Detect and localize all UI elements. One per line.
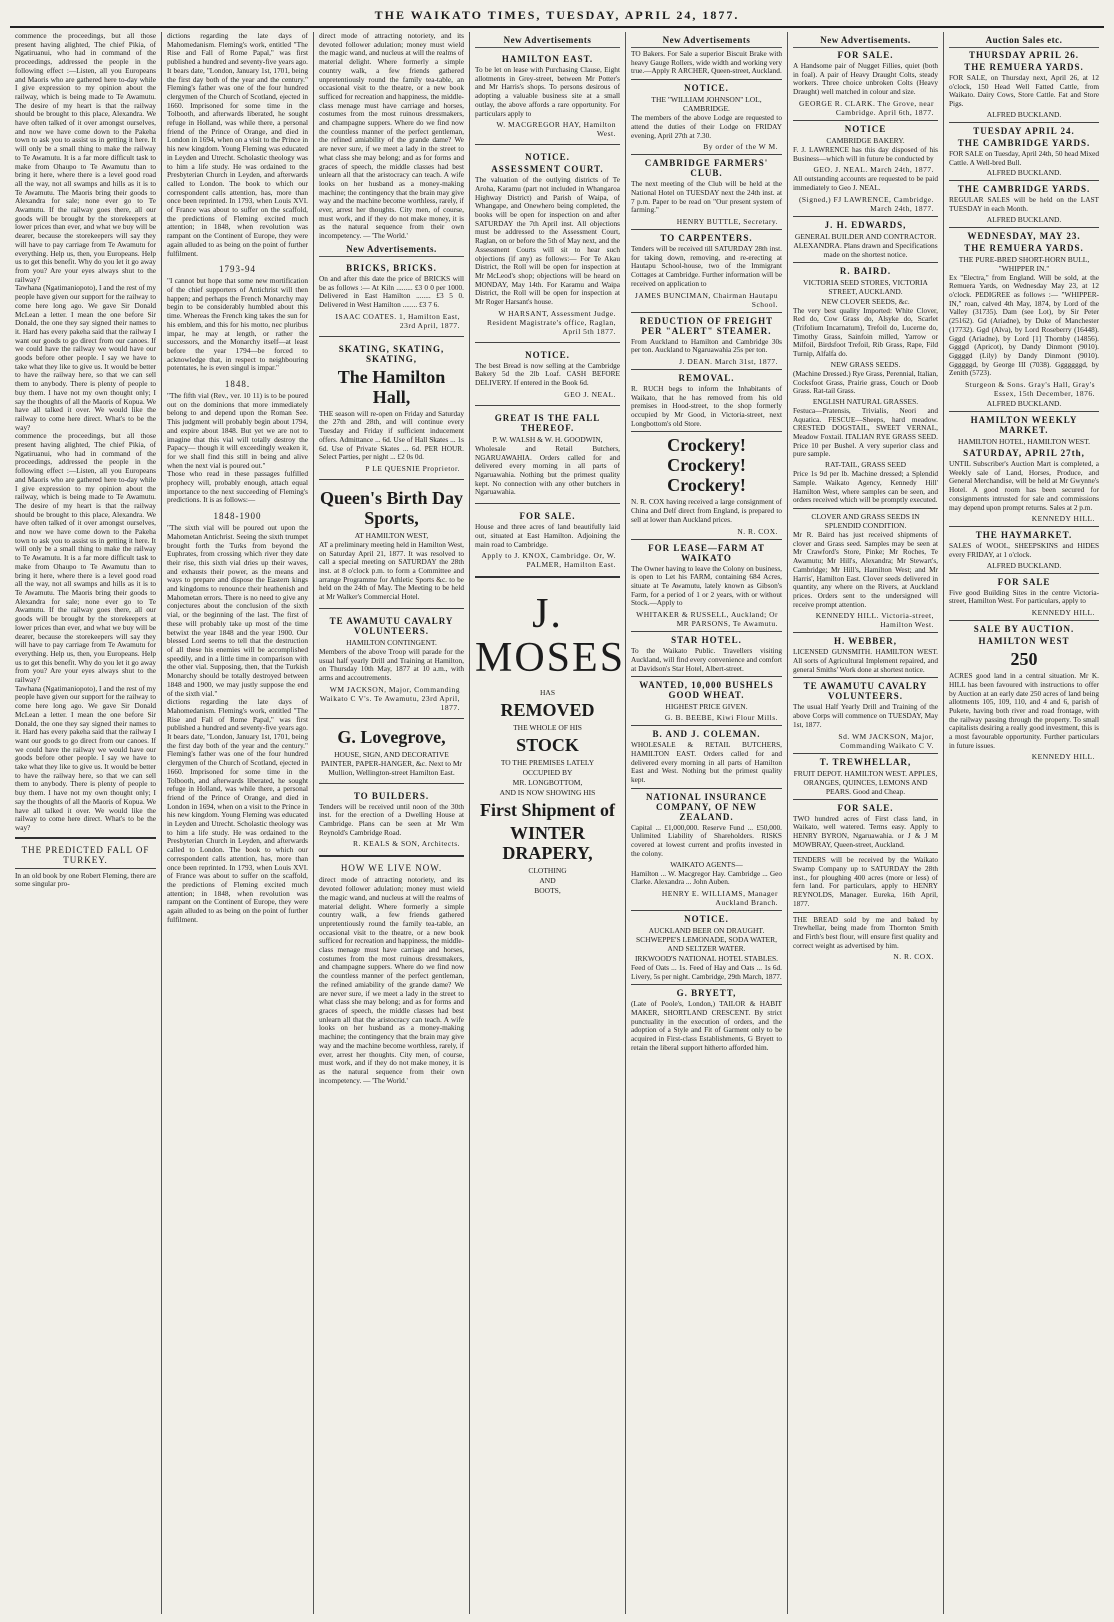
ad-text: House and three acres of land beautifully laid out, situated at East Hamilton. Adjoining the main road to Cambridge. [475, 522, 620, 549]
masthead: THE WAIKATO TIMES, TUESDAY, APRIL 24, 1877. [10, 4, 1104, 28]
article-text: Those who read in these passages fulfilled prophecy will, probably enough, attach equal importance to the next succeeding of Fleming's predictions. It is as follows:— [167, 469, 308, 505]
article-text: Tawhana (Ngatimaniopoto), I and the rest of my people have given our support for the railway to come here long ago. We gave Sir Donald McLean a letter. I mean the one before Sir Donald, the one they say signed their names to it. Hard has every pakeha said that the railway I want our goods to go direct from our canoes. If we could have the railway we would have our goods before other people. I say we have to take what they like to give us. It would be better to have the railway here, so that we can sell them to anybody. There is plenty of people to buy them. I have not my own thought only; I say the thoughts of all the Maoris of Kopua. We have all talked it over. We would like the railway to come here direct. What's to be the way? [15, 283, 156, 432]
ad-title: NOTICE. [525, 152, 570, 163]
ad-subtitle: CLOVER AND GRASS SEEDS IN SPLENDID CONDITION. [811, 511, 920, 530]
ad-text: THE season will re-open on Friday and Saturday the 27th and 28th, and will continue every Tuesday and Friday if sufficient inducement offers. Admittance ... 6d. Use of Hall Skates ... 1s 6d. Use of Private Skates ... 6d. PER HOUR. Select Parties, per night ... £2 0s 0d. [319, 408, 464, 462]
ad-signature: ISAAC COATES. 1, Hamilton East, 23rd April, 1877. [335, 311, 460, 330]
ad-builders [319, 787, 464, 852]
ad-text: Mr R. Baird has just received shipments of clover and Grass seed. Samples may be seen at Mr Crawford's Store, Pinke; Mr Roches, Te Awamutu; Mr Hill's, Alexandra; Mr Stewart's, Cambridge; Mr Hill's, Hamilton West; and Mr Harris', Hamilton East. Clover seeds delivered in quantity, any where on the Rivers, at Auckland prices. Orders sent to the undersigned will receive prompt attention. [793, 529, 938, 609]
divider [631, 369, 782, 370]
ad-text: A Handsome pair of Nugget Fillies, quiet (both in foal). A pair of Heavy Draught Colts, steady workers. Three choice unbroken Colts (Heavy Draught) well matched in colour and size. [793, 61, 938, 97]
ad-text: GENERAL BUILDER AND CONTRACTOR. ALEXANDRA. Plans drawn and Specifications made on the shortest notice. [793, 231, 938, 259]
ad-signature: GEORGE R. CLARK. The Grove, near Cambridge. April 6th, 1877. [798, 98, 934, 117]
ad-text: SALES of WOOL, SHEEPSKINS and HIDES every FRIDAY, at 1 o'clock. [949, 541, 1099, 559]
ad-signature: ALFRED BUCKLAND. [986, 168, 1062, 178]
ad-date: TUESDAY APRIL 24. [973, 125, 1075, 136]
divider [631, 431, 782, 432]
ad-text: Hamilton ... W. Macgregor Hay. Cambridge ... Geo Clarke. Alexandra ... John Auben. [631, 868, 782, 887]
ad-signature: Sd. WM JACKSON, Major, Commanding Waikato C V. [838, 731, 934, 750]
ad-title: REMOVAL. [678, 372, 735, 383]
divider [475, 144, 620, 145]
ad-text: To be let on lease with Purchasing Clause, Eight allotments in Grey-street, between Mr Potter's and Mr Harris's shops. To persons desirous of adopting a valuable business site at a small outlay, the above affords a rare opportunity. For particulars apply to [475, 65, 620, 118]
divider [793, 753, 938, 754]
ad-signature: G. B. BEEBE, Kiwi Flour Mills. [664, 713, 778, 723]
ad-display-title: Queen's Birth Day Sports, [319, 487, 463, 528]
ad-text: Tenders will be received till SATURDAY 28th inst. for taking down, removing, and re-erecting at Hautapu School-house, two of the Immigrant Cottages at Cambridge. Further information will be received on application to [631, 244, 782, 288]
article-text: "The fifth vial (Rev., ver. 10 11) is to be poured out on the dominions that more immediately belong to and depend upon the Roman See. This judgment will probably begin about 1794, and expire about 1848. But yet we are not to imagine that this vial will totally destroy the Papacy— though it will exceedingly weaken it, for we shall find this still in being and alive when the next vial is poured out." [167, 391, 308, 470]
article-headline: HOW WE LIVE NOW. [340, 863, 443, 874]
article-text: In an old book by one Robert Fleming, there are some singular pro- [15, 870, 156, 889]
ad-title: HAMILTON WEEKLY MARKET. [970, 415, 1078, 436]
ad-signature: W. MACGREGOR HAY, Hamilton West. [496, 120, 616, 139]
year-heading: 1848. [224, 379, 251, 390]
ad-walsh [475, 409, 620, 500]
ad-text: N. R. COX having received a large consignment of China and Delf direct from England, is prepared to sell at lower than Auckland prices. [631, 497, 782, 524]
column-3 [314, 32, 470, 1614]
ad-signature: HENRY E. WILLIAMS, Manager Auckland Branch. [661, 888, 778, 907]
year-heading: 1848-1900 [213, 511, 262, 522]
ad-subtitle: HAMILTON HOTEL, HAMILTON WEST. [957, 437, 1090, 447]
ad-date: WEDNESDAY, MAY 23. [967, 230, 1081, 241]
ad-subtitle: RAT-TAIL, GRASS SEED [824, 460, 906, 470]
ad-title: FOR SALE. [837, 802, 894, 813]
ad-title: THE REMUERA YARDS. [964, 242, 1084, 253]
ad-title: R. BAIRD. [839, 265, 892, 276]
ad-signature: P LE QUESNIE Proprietor. [365, 463, 460, 473]
ad-signature: WM JACKSON, Major, Commanding Waikato C V's. Te Awamutu, 23rd April, 1877. [319, 684, 460, 712]
ad-signature: Apply to J. KNOX, Cambridge. Or, W. PALMER, Hamilton East. [481, 551, 616, 570]
ad-subtitle: CAMBRIDGE BAKERY. [826, 135, 905, 145]
column-1 [10, 32, 162, 1614]
divider [793, 216, 938, 217]
ad-title: THE CAMBRIDGE YARDS. [957, 184, 1091, 195]
section-heading: New Advertisements. [319, 244, 464, 257]
ad-display-title: The Hamilton Hall, [337, 366, 446, 407]
ad-title: H. WEBBER, [833, 636, 898, 647]
divider [15, 837, 156, 839]
ad-text: (Machine Dressed.) Rye Grass, Perennial, Italian, Cocksfoot Grass, Prairie grass, Couch or Doob Grass. Rat-tail Grass. [793, 368, 938, 396]
ad-text: TO Bakers. For Sale a superior Biscuit Brake with heavy Gauge Rollers, wide width and working very true.—Apply R ARCHER, Queen-street, Auckland. [631, 49, 782, 76]
section-heading: New Advertisements [631, 35, 782, 48]
column-7 [944, 32, 1104, 1614]
divider [475, 576, 620, 578]
ad-subtitle: ENGLISH NATURAL GRASSES. [812, 396, 919, 406]
ad-text: FOR SALE on Tuesday, April 24th, 50 head Mixed Cattle. A Well-bred Bull. [949, 148, 1099, 167]
ad-text: The very best quality Imported: White Clover, Red do, Cow Grass do, Alsyke do, Scarlet (Trifolium Incarnatum), Trefoil do, Lucerne do, Timothy Grass, Sainfoin milled, Yarrow or Milfoil, Birdsfoot Trefoil, Rib Grass, Rape, Fild Turnip, Alfalfa do. [793, 305, 938, 359]
ad-text: AT a preliminary meeting held in Hamilton West, on Saturday April 21, 1877. It was resolved to call a special meeting on SATURDAY the 28th inst. at 8 o'clock p.m. to form a Committee and arrange Programme for Athletic Sports &c. to be held on the 24th of May. The Meeting to be held at Mr Walker's Commercial Hotel. [319, 539, 464, 602]
ad-line: HAS [539, 688, 555, 698]
ad-title: ASSESSMENT COURT. [491, 164, 604, 175]
ad-signature: KENNEDY HILL. [1031, 752, 1095, 762]
ad-line: BOOTS, [534, 886, 561, 896]
divider [475, 405, 620, 406]
ad-text: Tenders will be received until noon of the 30th inst. for the erection of a Dwelling House at Cambridge. Plans can be seen at Mr Wm Reynold's Cambridge Road. [319, 801, 464, 837]
columns [10, 32, 1104, 1614]
ad-title: WANTED, 10,000 BUSHELS GOOD WHEAT. [639, 680, 774, 701]
ad-text: ACRES good land in a central situation. Mr K. HILL has been favoured with instructions to offer by Auction at an early date 250 acres of land being allotments 105, 109, 110, and 4 and 6, parish of Pukete, having both river and road frontage, with the railway passing through the property. To small capitalists desiring a really good investment, this is a most favourable opportunity. Further particulars in future issues. [949, 671, 1099, 750]
ad-title: SALE BY AUCTION. [973, 624, 1075, 635]
ad-display-title: 250 [1010, 649, 1038, 670]
ad-title: SKATING, SKATING, SKATING, [338, 343, 445, 364]
ad-signature: GEO J. NEAL. [564, 389, 616, 399]
divider [631, 725, 782, 726]
ad-display-title: REMOVED [500, 700, 595, 721]
ad-subtitle: WAIKATO AGENTS— [670, 859, 743, 869]
ad-subtitle: IRKWOOD'S NATIONAL HOTEL STABLES. [634, 953, 779, 963]
ad-cavalry [319, 612, 464, 715]
ad-signature: KENNEDY HILL. [1031, 608, 1095, 618]
ad-assessment [475, 148, 620, 339]
ad-line: OCCUPIED BY [522, 768, 573, 778]
ad-text: REGULAR SALES will be held on the LAST TUESDAY in each Month. [949, 195, 1099, 213]
ad-signature: By order of the W M. [703, 142, 778, 152]
ad-signature: KENNEDY HILL. [1031, 514, 1095, 524]
ad-line: MR. LONGBOTTOM, [512, 778, 583, 788]
ad-text: The best Bread is now selling at the Cambridge Bakery 5d the 2lb Loaf. CASH BEFORE DELIVERY. If entered in the Book 6d. [475, 360, 620, 388]
divider [793, 852, 938, 853]
divider [949, 122, 1099, 123]
divider [793, 120, 938, 121]
ad-bread-notice [475, 346, 620, 402]
ad-title: TE AWAMUTU CAVALRY VOLUNTEERS. [329, 615, 454, 636]
divider [949, 180, 1099, 181]
article-headline: THE PREDICTED FALL OF TURKEY. [21, 844, 150, 865]
ad-text: F. J. LAWRENCE has this day disposed of his Business—which will in future be conducted by [793, 144, 938, 163]
ad-subtitle: AT HAMILTON WEST, [354, 530, 429, 540]
divider [475, 503, 620, 504]
ad-title: TE AWAMUTU CAVALRY VOLUNTEERS. [803, 681, 928, 702]
ad-text: Ex "Electra," from England. Will be sold, at the Remuera Yards, on Wednesday May 23, at 12 o'clock. PEDIGREE as follows :— "WHIPPER-IN," roan, calved 4th May, 1874, by Lord of the Valley (31735). Dam (see Lot), by Sir Peter (25162). Gd (Ariadne), by Duke of Manchester (17732). Ggd (Alva), by Lord Roseberry (16448). Gggd (Ariadne), by Lord [1] Thornby (14856). Ggggd (Apricot), by Dandy Dinmont (9010). Gggggd (Lily) by Dandy Dinmont (9010). Ggggggd, by George III (7038). Gggggggd, by Zenith (5723). [949, 272, 1099, 378]
ad-text: Capital ... £1,000,000. Reserve Fund ... £50,000. Unlimited Liability of Shareholders. RISKS covered at lowest current and profits invested in the colony. [631, 822, 782, 858]
ad-forsale-house [475, 507, 620, 572]
ad-signature: WHITAKER & RUSSELL, Auckland; Or MR PARSONS, Te Awamutu. [636, 610, 778, 629]
divider [949, 526, 1099, 527]
article-text: Tawhana (Ngatimaniopoto), I and the rest of my people have given our support for the railway to come here long ago. We gave Sir Donald McLean a letter. I mean the one before Sir Donald, the one they say signed their names to it. Hard has every pakeha said that the railway I want our goods to go direct from our canoes. If we could have the railway we would have our goods before other people. I say we have to take what they like to give us. It would be better to have the railway here, so that we can sell them to anybody. There is plenty of people to buy them. I have not my own thought only; I say the thoughts of all the Maoris of Kopua. We have all talked it over. We would like the railway to come here direct. What's to be the way? [15, 683, 156, 832]
divider [319, 479, 464, 480]
article-text: commence the proceedings, but all those present having alighted, The chief Pikia, of Ngatiruanui, who had in command of the proceedings, addressed the people in the following effect :—Listen, all you Europeans and Maoris who are gathered here to-day while I give expression to my opinion about the railway, which is being made to Te Awamutu. The desire of my heart is that the railway should be brought to this place, Alexandra. We have often talked of it over amongst ourselves, and now we have come down to the Pakeha town to ask you to assist us in getting it here. It will only be a small thing to make the railway to Te Awamutu. It is a far more difficult task to make from Ohaupo to Te Awamutu than to bring it here, where there is a level good road all the way, not all swamps and hills as it is to Te Awamutu. The Maoris bring their goods to Alexandra for sale; none ever go to Te Awamutu. If the railway goes there, all our goods will be brought by the storekeepers at lower prices than ever, and what we buy will be dearer, because the storekeepers will say they will have to pay carriage from Te Awamutu for everything. Help us, then, you Europeans. Help us to get this benefit. Why do you let it go away from you? Are your eyes always shut to the railway? [15, 32, 156, 284]
ad-sports [319, 483, 464, 605]
ad-signature: Sturgeon & Sons. Gray's Hall, Gray's Essex, 15th December, 1876. [965, 380, 1095, 399]
ad-signature: KENNEDY HILL. Victoria-street, Hamilton West. [815, 611, 934, 630]
ad-display-title: G. Lovegrove, [337, 726, 446, 747]
ad-title: FOR SALE [997, 576, 1051, 587]
divider [319, 783, 464, 784]
ad-title: NOTICE. [684, 913, 729, 924]
ad-text: FRUIT DEPOT. HAMILTON WEST. APPLES, ORANGES, QUINCES, LEMONS AND PEARS. Good and Cheap. [793, 768, 938, 796]
ad-title: HAMILTON EAST. [501, 54, 594, 64]
divider [631, 788, 782, 789]
ad-line: THE WHOLE OF HIS [513, 723, 582, 733]
divider [949, 411, 1099, 412]
column-6 [788, 32, 944, 1614]
article-text: direct mode of attracting notoriety, and its devoted follower adulation; money must wield the magic wand, and nucleus at will the realms of material delight. Where formerly a simple country walk, a few friends gathered unpretentiously round the family tea-table, an occasional visit to the theatre, or a new book sufficed for recreation and happiness, the middle-class menage must have carriage and horses, costumes from the most ruinous dressmakers, and champagne suppers. Where do we find now the countless manner of the perfect gentleman, the refined amiability of the grande dame? We are never sure, if we meet a lady in the street to what class she may belong; and as for forms and graces of speech, the middle classes had best unlearn all that the aristocracy can teach. A wife looks on her husband as a money-making machine; the contingency that the brain may give way and the machine become worthless, rarely, if ever, arrest her thoughts. City men, of course, must work, and if they do not make money, it is as the natural sequence from their own incompetency. — 'The World.' [319, 875, 464, 1085]
divider [319, 718, 464, 719]
ad-text: AUCKLAND BEER ON DRAUGHT. SCHWEPPE'S LEMONADE, SODA WATER, AND SELTZER WATER. [635, 925, 778, 953]
divider [631, 631, 782, 632]
column-2 [162, 32, 314, 1614]
ad-signature: (Signed,) FJ LAWRENCE, Cambridge. March 24th, 1877. [798, 194, 934, 213]
divider [15, 868, 156, 869]
section-heading: Auction Sales etc. [949, 35, 1099, 48]
column-4 [470, 32, 626, 1614]
ad-title: THE REMUERA YARDS. [964, 62, 1084, 72]
ad-display-title: STOCK [516, 735, 579, 756]
ad-skating [319, 340, 464, 476]
ad-signature: N. R. COX. [893, 952, 934, 962]
ad-text: Festuca—Pratensis, Trivialis, Neori and Aquatica. FESCUE—Sheeps, hard meadow. CRESTED DOGSTAIL, SWEET VERNAL, Meadow Foxtail. ITALIAN RYE GRASS SEED. Price 10 per Bushel. A very superior class and pure sample. [793, 405, 938, 459]
ad-text: To the Waikato Public. Travellers visiting Auckland, will find every convenience and comfort at Davidson's Star Hotel, Albert-street. [631, 646, 782, 673]
ad-title: FOR SALE. [837, 50, 894, 60]
ad-title: NOTICE. [525, 349, 570, 360]
article-text: "The sixth vial will be poured out upon the Mahometan Antichrist. Seeing the sixth trumpet brought forth the Turks from beyond the Euphrates, from crossing which river they date their rise, this sixth vial dries up their waves, and exhausts their power, as the means and ways to prepare and dispose the Eastern kings and kingdoms to renounce their heathenish and Mahometan errors. There is no need to give any conjectures about the conclusion of the sixth vial, or the beginning of the last. The first of these will probably take up most of the time betwixt the year 1848 and the year 1900. Our blessed Lord seems to tell that the destruction of all these his enemies will be accomplished speedily, and in a little time in comparison with the other vial. Supposing, then, that the Turkish Monarchy should be totally destroyed between 1848 and 1900, we may justly suppose the end of the sixth vial." [167, 523, 308, 698]
divider [793, 262, 938, 263]
article-text: dictions regarding the late days of Mahomedanism. Fleming's work, entitled "The Rise and Fall of Rome Papal," was first published a hundred and seventy-five years ago. It bears date, "London, January 1st, 1701, being the first day both of the year and the century." Fleming's father was one of the four hundred clergymen of the Church of Scotland, ejected in 1660. Imprisoned for some time in the Tolbooth, and afterwards liberated, he sought refuge in Holland, was while there, a personal friend of the Prince of Orange, and died in London in 1694, when on a visit to the Prince in his new kingdom. Young Fleming was educated in Leyden and Utrecht. Scholastic theology was to him a life study. He was ordained to the Presbyterian Church in Leyden, and afterwards called to London. The book to which our correspondent calls attention, has, more than once been reprinted. In 1793, when Louis XVI. of France was about to suffer on the scaffold, the predictions of Fleming excited much attention; in 1848, when revolution was rampant on the Continent of Europe, they were again alluded to as being on the point of further fulfilment. [167, 697, 308, 924]
ad-title: J. H. EDWARDS, [824, 219, 907, 230]
ad-signature: GEO. J. NEAL. March 24th, 1877. [813, 165, 934, 175]
ad-text: Feed of Oats ... 1s. Feed of Hay and Oats ... 1s 6d. Livery, 5s per night. Cambridge, 29th March, 1877. [631, 962, 782, 981]
ad-signature: ALFRED BUCKLAND. [986, 214, 1062, 224]
divider [793, 912, 938, 913]
ad-signature: N. R. COX. [737, 526, 778, 536]
article-text: dictions regarding the late days of Mahomedanism. Fleming's work, entitled "The Rise and Fall of Rome Papal," was first published a hundred and seventy-five years ago. It bears date, "London, January 1st, 1701, being the first day both of the year and the century." Fleming's father was one of the four hundred clergymen of the Church of Scotland, ejected in 1660. Imprisoned for some time in the Tolbooth, and afterwards liberated, he sought refuge in Holland, was while there, a personal friend of the Prince of Orange, and died in London in 1694, when on a visit to the Prince in his new kingdom. Young Fleming was educated in Leyden and Utrecht. Scholastic theology was to him a life study. He was ordained to the Presbyterian Church in Leyden, and afterwards called to London. The book to which our correspondent calls attention, has, more than once been reprinted. In 1793, when Louis XVI. of France was about to suffer on the scaffold, the predictions of Fleming excited much attention; in 1848, when revolution was rampant on the Continent of Europe, they were again alluded to as being on the point of further fulfilment. [167, 32, 308, 258]
ad-text: Members of the above Troop will parade for the usual half yearly Drill and Training at Hamilton, on Thursday 10th May, 1877 at 10 a.m., with arms and accoutrements. [319, 646, 464, 682]
ad-display-title: J. MOSES [475, 591, 626, 682]
divider [319, 855, 464, 857]
ad-display-title: First Shipment of [480, 800, 615, 821]
ad-bricks [319, 259, 464, 333]
ad-subtitle: NEW GRASS SEEDS. [830, 359, 901, 369]
divider [475, 342, 620, 343]
ad-line: AND [539, 876, 556, 886]
ad-title: T. TREWHELLAR, [819, 756, 912, 767]
ad-j-moses [475, 582, 626, 898]
ad-signature: J. DEAN. March 31st, 1877. [679, 356, 778, 366]
ad-title: GREAT IS THE FALL THEREOF. [494, 412, 601, 433]
ad-text: The next meeting of the Club will be held at the National Hotel on TUESDAY next the 24th inst. at 7 p.m. Paper to be read on "Our present system of farming." [631, 179, 782, 215]
ad-line: CLOTHING [528, 866, 567, 876]
ad-title: THE HAYMARKET. [975, 530, 1073, 541]
ad-text: The valuation of the outlying districts of Te Aroha, Karamu (part not included in Whangaroa Highway District) and Parish of Waipa, of Whangape, and Onewhero being completed, the books will be open for inspection on and after SATURDAY the 7th April inst. All objections must be addressed to the Assessment Court, Raglan, on or before the 5th of May next, and the Assessment Courts will sit to hear such objections (if any) as follows:— For Te Akau District, the Roll will be open for inspection at Mr McLeod's shop; objections will be heard on MONDAY, May 14th. For Karamu and Waipa District, the Roll will be open for inspection at Mr Roger Harsant's house. [475, 175, 620, 307]
ad-text: HOUSE, SIGN, AND DECORATIVE PAINTER, PAPER-HANGER, &c. Next to Mr Mullion, Wellington-street Hamilton East. [320, 749, 463, 777]
article-text: commence the proceedings, but all those present having alighted, The chief Pikia, of Ngatiruanui, who had in command of the proceedings, addressed the people in the following effect :—Listen, all you Europeans and Maoris who are gathered here to-day while I give expression to my opinion about the railway, which is being made to Te Awamutu. The desire of my heart is that the railway should be brought to this place, Alexandra. We have often talked of it over amongst ourselves, and now we have come down to the Pakeha town to ask you to assist us in getting it here. It will only be a small thing to make the railway to Te Awamutu. It is a far more difficult task to make from Ohaupo to Te Awamutu than to bring it here, where there is a level good road all the way, not all swamps and hills as it is to Te Awamutu. The Maoris bring their goods to Alexandra for sale; none ever go to Te Awamutu. If the railway goes there, all our goods will be brought by the storekeepers at lower prices than ever, and what we buy will be dearer, because the storekeepers will say they will have to pay carriage from Te Awamutu for everything. Help us, then, you Europeans. Help us to get this benefit. Why do you let it go away from you? Are your eyes always shut to the railway? [15, 431, 156, 685]
ad-text: Price 1s 9d per lb. Machine dressed; a Splendid Sample. Waikato Agency, Kennedy Hill' Hamilton West, where samples can be seen, and orders received which will be promptly executed. [793, 469, 938, 505]
ad-subtitle: HIGHEST PRICE GIVEN. [665, 702, 748, 712]
divider [949, 573, 1099, 574]
section-heading: New Advertisements [475, 35, 620, 48]
ad-date: SATURDAY, APRIL 27th, [963, 448, 1085, 459]
divider [949, 620, 1099, 621]
ad-text: WHOLESALE & RETAIL BUTCHERS, HAMILTON EAST. Orders called for and delivered every morning in all parts of Hamilton East and West. Nothing but the primest quality kept. [631, 740, 782, 785]
ad-title: THE CAMBRIDGE YARDS. [957, 137, 1091, 148]
ad-subtitle: HAMILTON CONTINGENT. [346, 637, 437, 647]
ad-signature: R. KEALS & SON, Architects. [352, 839, 460, 849]
column-5 [626, 32, 788, 1614]
ad-text: On and after this date the price of BRICKS will be as follows :— At Kiln ......... £3 0 0 per 1000. Delivered in East Hamilton ........ £3 5 0. Delivered in West Hamilton ........ £3 7 6. [319, 273, 464, 309]
ad-title: NOTICE [844, 123, 887, 134]
ad-title: B. AND J. COLEMAN. [652, 729, 761, 740]
divider [319, 608, 464, 609]
ad-text: The usual Half Yearly Drill and Training of the above Corps will commence on TUESDAY, May 1st, 1877. [793, 702, 938, 729]
section-heading: New Advertisements. [793, 35, 938, 48]
divider [949, 227, 1099, 228]
ad-signature: W HARSANT, Assessment Judge. Resident Magistrate's office, Raglan, April 5th 1877. [486, 308, 616, 336]
divider [793, 632, 938, 633]
ad-title: FOR SALE. [519, 511, 576, 522]
ad-text: UNTIL Subscriber's Auction Mart is completed, a Weekly sale of Land, Horses, Produce, and General Merchandise, will be held at Mr Gwynne's Hotel. A good room has been secured for consignments intrusted for sale and commissions may depend upon prompt returns. Sales at 2 p.m. [949, 459, 1099, 512]
ad-title: HAMILTON WEST [978, 636, 1070, 647]
divider [631, 154, 782, 155]
ad-text: (Late of Poole's, London,) TAILOR & HABIT MAKER, SHORTLAND CRESCENT. By strict punctuality in the execution of orders, and the adoption of a Style and Fit of Garment only to be acquired in First-class Establishments, G Bryett to retain the liberal support hitherto afforded him. [631, 999, 782, 1052]
divider [793, 508, 938, 509]
ad-title: BRICKS, BRICKS. [346, 262, 437, 273]
ad-title: REDUCTION OF FREIGHT PER "ALERT" STEAMER. [639, 315, 774, 336]
ad-signature: ALFRED BUCKLAND. [986, 560, 1062, 570]
ad-title: STAR HOTEL. [671, 635, 742, 646]
ad-text: Five good Building Sites in the centre Victoria-street, Hamilton West. For particulars, apply to [949, 587, 1099, 606]
ad-title: FOR LEASE—FARM AT WAIKATO [648, 542, 765, 563]
divider [631, 79, 782, 80]
ad-title: NATIONAL INSURANCE COMPANY, OF NEW ZEALAND. [645, 791, 768, 822]
article-text: direct mode of attracting notoriety, and its devoted follower adulation; money must wield the magic wand, and nucleus at will the realms of material delight. Where formerly a simple country walk, a few friends gathered unpretentiously round the family tea-table, an occasional visit to the theatre, or a new book sufficed for recreation and happiness, the middle-class menage must have carriage and horses, costumes from the most ruinous dressmakers, and champagne suppers. Where do we find now the countless manner of the perfect gentleman, the refined amiability of the grande dame? We are never sure, if we meet a lady in the street to what class she may belong; and as for forms and graces of speech, the middle classes had best unlearn all that the aristocracy can teach. A wife looks on her husband as a money-making machine; the contingency that the brain may give way and the machine become worthless, rarely, if ever, arrest her thoughts. City men, of course, must work, and if they do not make money, it is as the natural sequence from their own incompetency. — 'The World.' [319, 32, 464, 241]
ad-subtitle: NEW CLOVER SEEDS, &c. [821, 296, 910, 306]
ad-display-title: WINTER DRAPERY, [502, 823, 593, 864]
ad-subtitle: THE "WILLIAM JOHNSON" LOL, CAMBRIDGE. [651, 95, 762, 114]
ad-subtitle: P. W. WALSH & W. H. GOODWIN, [492, 434, 603, 444]
divider [793, 799, 938, 800]
divider [631, 539, 782, 540]
divider [319, 336, 464, 337]
ad-title: TO BUILDERS. [353, 790, 430, 801]
ad-line: AND IS NOW SHOWING HIS [499, 788, 596, 798]
ad-display-title: Crockery! Crockery! Crockery! [667, 435, 746, 496]
ad-signature: HENRY BUTTLE, Secretary. [676, 217, 778, 227]
ad-title: G. BRYETT, [676, 988, 737, 999]
ad-title: CAMBRIDGE FARMERS' CLUB. [644, 158, 769, 179]
ad-signature: JAMES BUNCIMAN, Chairman Hautapu School. [634, 290, 778, 309]
ad-text: FOR SALE, on Thursday next, April 26, at 12 o'clock, 150 Head Well Fatted Cattle, from Waikato. Dairy Cows, Store Cattle. Fat and Store Pigs. [949, 73, 1099, 109]
ad-text: TWO hundred acres of First class land, in Waikato, well watered. Terms easy. Apply to HENRY BYRON, Ngaruawahia. or J & J M MOWBRAY, Queen-street, Auckland. [793, 813, 938, 849]
divider [631, 984, 782, 985]
ad-lovegrove [319, 722, 464, 780]
ad-title: TO CARPENTERS. [660, 233, 753, 244]
divider [631, 910, 782, 911]
ad-text: THE BREAD sold by me and baked by Trewhellar, being made from Thornton Smith and Firth's best flour, will ensure first quality and correct weight as advertised by him. [793, 914, 938, 950]
article-text: "I cannot but hope that some new mortification of the chief supporters of Antichrist will then happen; and perhaps the French Monarchy may begin to be considerably humbled about this time. Whereas the French king takes the sun for his emblem, and this for his motto, nec pluribus impar, he may at length, or rather the successors, and the Monarchy itself—at least before the year 1794—be forced to acknowledge that, in respect to neighbouring potentates, he is even singul is impar." [167, 276, 308, 373]
ad-subtitle: THE PURE-BRED SHORT-HORN BULL, "WHIPPER IN." [958, 254, 1090, 273]
ad-text: All outstanding accounts are requested to be paid immediately to Geo J. NEAL. [793, 174, 938, 192]
ad-text: Wholesale and Retail Butchers, NGARUAWAHIA. Orders called for and delivered every morning in all parts of Ngaruawahia. Nothing but the primest quality kept. No connection with any other butchers in Ngaruawahia. [475, 443, 620, 497]
ad-signature: ALFRED BUCKLAND. [986, 109, 1062, 119]
ad-text: The Owner having to leave the Colony on business, is open to Let his FARM, containing 684 Acres, situate at Te Awamutu, lately known as Gibson's Farm, for a period of 1 or 2 years, with or without Stock.—Apply to [631, 563, 782, 608]
divider [793, 677, 938, 678]
year-heading: 1793-94 [219, 264, 256, 275]
ad-text: R. RUCH begs to inform the Inhabitants of Waikato, that he has removed from his old premises in Hood-street, to the shop formerly occupied by Mr Good, in Victoria-street, next Longbottom's old Store. [631, 383, 782, 428]
ad-text: The members of the above Lodge are requested to attend the duties of their Lodge on FRIDAY evening, April 27th at 7.30. [631, 113, 782, 140]
divider [631, 312, 782, 313]
ad-text: TENDERS will be received by the Waikato Swamp Company up to SATURDAY the 28th inst., for ploughing 400 acres (more or less) of fern land. For particulars, apply to HENRY REYNOLDS, Manager. Eureka, 16th April, 1877. [793, 855, 938, 908]
ad-signature: ALFRED BUCKLAND. [986, 399, 1062, 409]
ad-text: VICTORIA SEED STORES, VICTORIA STREET, AUCKLAND. [803, 277, 928, 296]
ad-hamilton-east [475, 50, 620, 141]
ad-text: LICENSED GUNSMITH. HAMILTON WEST. All sorts of Agricultural Implement repaired, and general Smiths' Work done at shortest notice. [793, 647, 938, 674]
ad-title: NOTICE. [684, 83, 729, 94]
divider [631, 676, 782, 677]
ad-date: THURSDAY APRIL 26. [968, 50, 1080, 60]
ad-text: From Auckland to Hamilton and Cambridge 30s per ton. Auckland to Ngaruawahia 25s per ton. [631, 336, 782, 355]
ad-line: TO THE PREMISES LATELY [500, 758, 595, 768]
divider [631, 229, 782, 230]
